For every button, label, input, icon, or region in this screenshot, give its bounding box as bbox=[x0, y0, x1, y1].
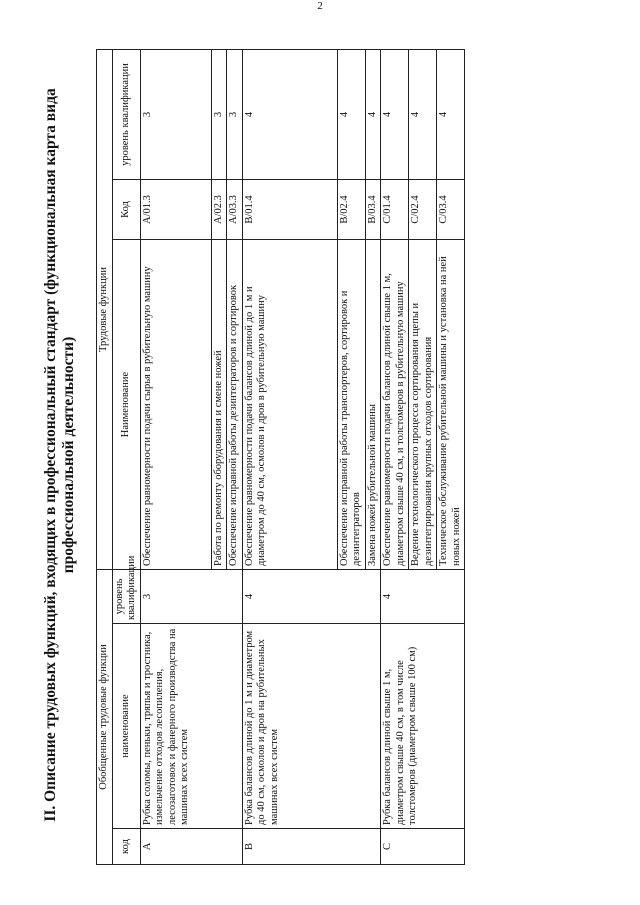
function-level: 3 bbox=[227, 49, 243, 179]
group-level: 3 bbox=[140, 570, 242, 624]
function-level: 3 bbox=[211, 49, 227, 179]
header-code-cap: Код bbox=[112, 180, 140, 240]
function-level: 3 bbox=[140, 49, 211, 179]
landscape-page bbox=[40, 45, 600, 865]
group-name: Рубка балансов длиной до 1 м и диаметром до 40 см, осмолов и дров на рубительных машинах всех систем bbox=[242, 624, 381, 829]
function-level: 4 bbox=[365, 49, 381, 179]
function-level: 4 bbox=[337, 49, 365, 179]
group-code: B bbox=[242, 829, 381, 865]
function-code: C/01.4 bbox=[381, 180, 409, 240]
functional-map-table bbox=[96, 49, 465, 865]
function-level: 4 bbox=[409, 49, 437, 179]
function-name: Техническое обслуживание рубительной машины и установка на ней новых ножей bbox=[437, 240, 465, 570]
function-level: 4 bbox=[242, 49, 337, 179]
function-name: Работа по ремонту оборудования и смене ножей bbox=[211, 240, 227, 570]
function-code: A/02.3 bbox=[211, 180, 227, 240]
header-name: Наименование bbox=[112, 240, 140, 570]
group-level: 4 bbox=[381, 570, 465, 624]
page-number: 2 bbox=[317, 0, 323, 12]
function-name: Обеспечение равномерности подачи балансов длиной свыше 1 м, диаметром свыше 40 см, и толстомеров в рубительную машину bbox=[381, 240, 409, 570]
function-name: Обеспечение равномерности подачи сырья в рубительную машину bbox=[140, 240, 211, 570]
header-code: код bbox=[112, 829, 140, 865]
group-name: Рубка соломы, пеньки, тряпья и тростника, измельчение отходов лесопиления, лесозаготовок и фанерного производства на машинах всех систем bbox=[140, 624, 242, 829]
header-level-cap: уровень квалификации bbox=[112, 49, 140, 179]
function-code: A/03.3 bbox=[227, 180, 243, 240]
function-code: A/01.3 bbox=[140, 180, 211, 240]
function-level: 4 bbox=[381, 49, 409, 179]
group-code: A bbox=[140, 829, 242, 865]
header-name-lower: наименование bbox=[112, 624, 140, 829]
function-code: B/03.4 bbox=[365, 180, 381, 240]
table-row bbox=[242, 49, 337, 864]
function-code: C/02.4 bbox=[409, 180, 437, 240]
table-row bbox=[140, 49, 211, 864]
function-name: Обеспечение равномерности подачи балансов длиной до 1 м и диаметром до 40 см, осмолов и дров в рубительную машину bbox=[242, 240, 337, 570]
function-name: Ведение технологического процесса сортирования щепы и дезинтегрирования крупных отходов сортирования bbox=[409, 240, 437, 570]
function-name: Замена ножей рубительной машины bbox=[365, 240, 381, 570]
header-labor: Трудовые функции bbox=[97, 49, 113, 569]
function-name: Обеспечение исправной работы транспортеров, сортировок и дезинтеграторов bbox=[337, 240, 365, 570]
header-generalized: Обобщенные трудовые функции bbox=[97, 570, 113, 865]
function-code: B/02.4 bbox=[337, 180, 365, 240]
table-row bbox=[381, 49, 409, 864]
group-code: C bbox=[381, 829, 465, 865]
function-code: C/03.4 bbox=[437, 180, 465, 240]
function-code: B/01.4 bbox=[242, 180, 337, 240]
function-level: 4 bbox=[437, 49, 465, 179]
header-level: уровень квалификации bbox=[112, 570, 140, 624]
group-level: 4 bbox=[242, 570, 381, 624]
section-heading: II. Описание трудовых функций, входящих в профессиональный стандарт (функциональная карта вида профессиональной деятельности) bbox=[42, 88, 77, 822]
group-name: Рубка балансов длиной свыше 1 м, диаметром свыше 40 см, в том числе толстомеров (диаметром свыше 100 см) bbox=[381, 624, 465, 829]
function-name: Обеспечение исправной работы дезинтеграторов и сортировок bbox=[227, 240, 243, 570]
